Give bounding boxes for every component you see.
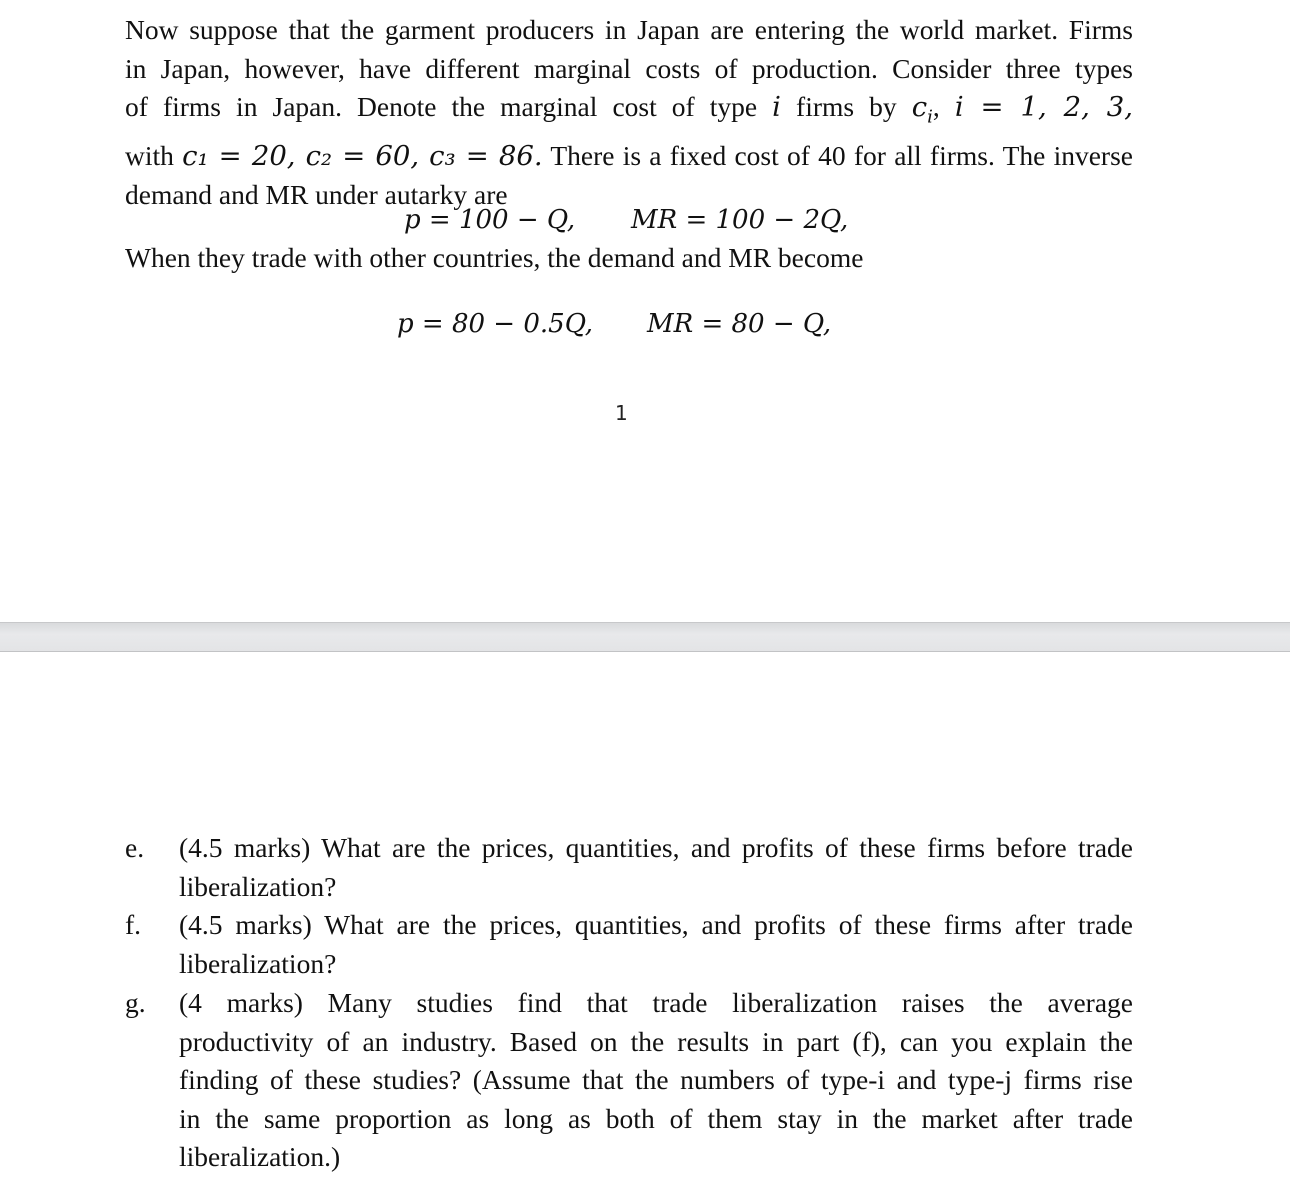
question-g-line-1: (4 marks) Many studies find that trade liberalization raises the average xyxy=(179,987,1133,1018)
intro-line-3 xyxy=(125,88,1133,137)
question-g-letter: g. xyxy=(125,987,146,1018)
question-g xyxy=(125,984,1133,1177)
ci-subscript: i xyxy=(927,106,933,128)
ci-comma: , xyxy=(932,91,940,122)
marginal-cost-symbol xyxy=(911,91,933,128)
question-f-letter: f. xyxy=(125,909,142,940)
page-number: 1 xyxy=(615,401,628,425)
type-index-i: i xyxy=(772,91,781,123)
question-e-letter: e. xyxy=(125,832,145,863)
ci-base: c xyxy=(911,91,928,123)
trade-demand-equation: p = 80 − 0.5Q, xyxy=(397,309,593,339)
index-range: i = 1, 2, 3, xyxy=(954,91,1134,123)
marginal-cost-values: c₁ = 20, c₂ = 60, c₃ = 86. xyxy=(182,140,543,172)
intro-line-3-firms-by: firms by xyxy=(796,91,897,122)
intro-line-4-rest: There is a fixed cost of 40 for all firms. The inverse xyxy=(550,140,1133,171)
trade-sentence: When they trade with other countries, the demand and MR become xyxy=(125,242,864,273)
question-f xyxy=(125,906,1133,983)
intro-paragraph xyxy=(125,11,1133,214)
question-e-line-1: (4.5 marks) What are the prices, quantities, and profits of these firms before trade xyxy=(179,832,1133,863)
question-f-line-1: (4.5 marks) What are the prices, quantities, and profits of these firms after trade xyxy=(179,909,1133,940)
question-g-line-3: finding of these studies? (Assume that the numbers of type-i and type-j firms rise xyxy=(179,1064,1133,1095)
question-e xyxy=(125,829,1133,906)
question-g-line-5: liberalization.) xyxy=(179,1141,341,1172)
trade-mr-equation: MR = 80 − Q, xyxy=(647,309,832,339)
page-break-separator xyxy=(0,622,1290,652)
intro-line-2: in Japan, however, have different marginal costs of production. Consider three types xyxy=(125,52,1133,84)
question-g-line-2: productivity of an industry. Based on the results in part (f), can you explain the xyxy=(179,1025,1133,1057)
question-e-line-2: liberalization? xyxy=(179,870,337,902)
intro-line-5: demand and MR under autarky are xyxy=(125,178,508,210)
intro-line-4-with: with xyxy=(125,140,174,171)
question-f-line-2: liberalization? xyxy=(179,947,337,979)
intro-line-1: Now suppose that the garment producers in Japan are entering the world market. Firms xyxy=(125,14,1133,45)
intro-line-3-text: of firms in Japan. Denote the marginal cost of type xyxy=(125,91,758,122)
intro-line-4 xyxy=(125,137,1133,176)
autarky-demand-equation: p = 100 − Q, xyxy=(404,205,576,235)
question-g-line-4: in the same proportion as long as both of them stay in the market after trade xyxy=(179,1102,1133,1134)
autarky-mr-equation: MR = 100 − 2Q, xyxy=(631,205,849,235)
